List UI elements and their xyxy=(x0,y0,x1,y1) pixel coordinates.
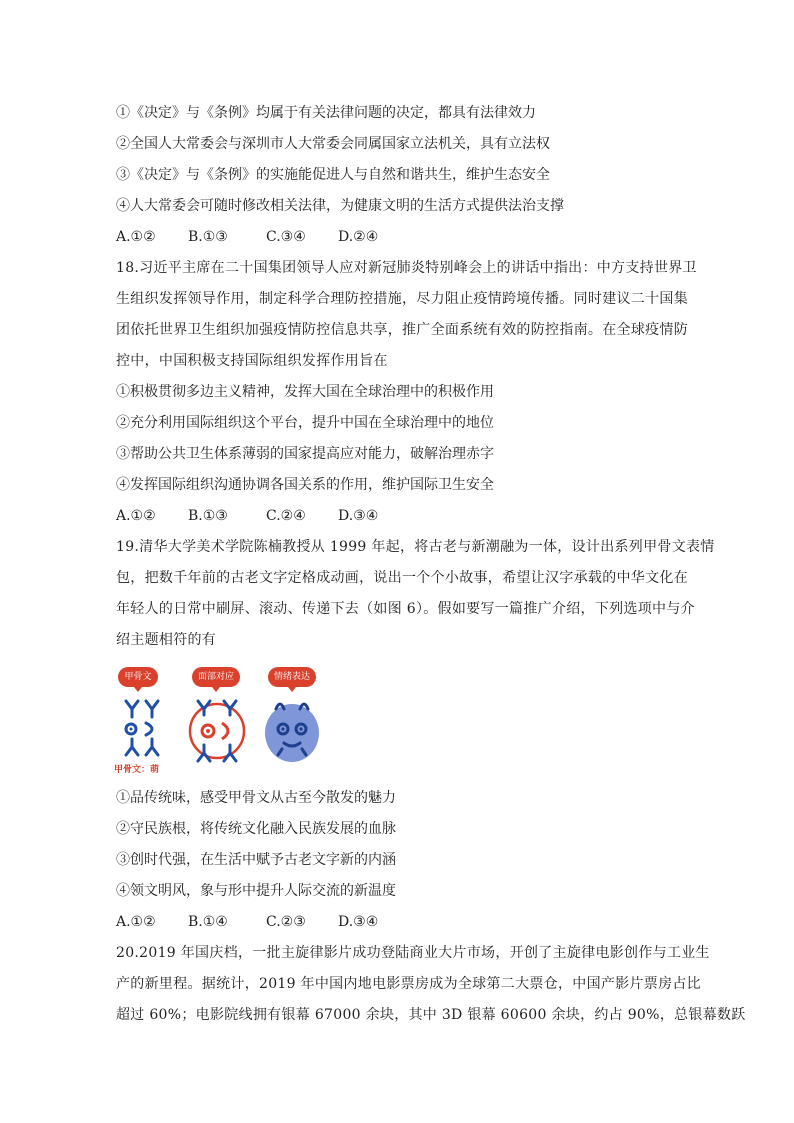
q17-option-3: ③《决定》与《条例》的实施能促进人与自然和谐共生，维护生态安全 xyxy=(116,167,550,183)
q19-choice-c: C.②③ xyxy=(266,914,306,930)
figure-caption: 甲骨文：萌 xyxy=(114,765,160,775)
q19-stem-line-1: 19.清华大学美术学院陈楠教授从 1999 年起，将古老与新潮融为一体，设计出系列甲骨文表情 xyxy=(116,539,715,555)
q17-choice-a: A.①② xyxy=(116,229,156,245)
q20-stem-line-3: 超过 60%；电影院线拥有银幕 67000 余块，其中 3D 银幕 60600 余块，约占 90%，总银幕数跃 xyxy=(116,1007,746,1023)
q18-choice-b: B.①③ xyxy=(188,508,228,524)
q18-choices xyxy=(116,506,688,526)
q18-stem-line-2: 生组织发挥领导作用，制定科学合理防控措施，尽力阻止疫情跨境传播。同时建议二十国集 xyxy=(116,291,688,307)
q17-choice-b: B.①③ xyxy=(188,229,228,245)
figure-label-face: 面部对应 xyxy=(192,667,240,687)
q19-option-3: ③创时代强，在生活中赋予古老文字新的内涵 xyxy=(116,852,396,868)
q19-choices xyxy=(116,912,688,932)
q19-choice-d: D.③④ xyxy=(338,914,379,930)
face-mapping-icon xyxy=(186,691,248,767)
q17-option-2: ②全国人大常委会与深圳市人大常委会同属国家立法机关，具有立法权 xyxy=(116,136,550,152)
q19-stem-line-3: 年轻人的日常中刷屏、滚动、传递下去（如图 6）。假如要写一篇推广介绍，下列选项中与介 xyxy=(116,601,695,617)
q18-option-3: ③帮助公共卫生体系薄弱的国家提高应对能力，破解治理赤字 xyxy=(116,446,494,462)
q19-option-1: ①品传统味，感受甲骨文从古至今散发的魅力 xyxy=(116,790,396,806)
q17-choice-d: D.②④ xyxy=(338,229,379,245)
q19-choice-b: B.①④ xyxy=(188,914,228,930)
q19-choice-a: A.①② xyxy=(116,914,156,930)
q20-stem-line-2: 产的新里程。据统计，2019 年中国内地电影票房成为全球第二大票仓，中国产影片票房占比 xyxy=(116,976,701,992)
q19-stem-line-2: 包，把数千年前的古老文字定格成动画，说出一个个小故事，希望让汉字承载的中华文化在 xyxy=(116,570,688,586)
q18-stem-line-1: 18.习近平主席在二十国集团领导人应对新冠肺炎特别峰会上的讲话中指出：中方支持世界卫 xyxy=(116,260,697,276)
emotion-face-icon xyxy=(262,693,322,765)
q19-option-2: ②守民族根，将传统文化融入民族发展的血脉 xyxy=(116,821,396,837)
q17-option-1: ①《决定》与《条例》均属于有关法律问题的决定，都具有法律效力 xyxy=(116,105,536,121)
q17-choices xyxy=(116,227,688,247)
q19-stem-line-4: 绍主题相符的有 xyxy=(116,632,217,648)
q20-stem-line-1: 20.2019 年国庆档，一批主旋律影片成功登陆商业大片市场，开创了主旋律电影创作与工业生 xyxy=(116,945,710,961)
q18-option-4: ④发挥国际组织沟通协调各国关系的作用，维护国际卫生安全 xyxy=(116,477,494,493)
q18-option-2: ②充分利用国际组织这个平台，提升中国在全球治理中的地位 xyxy=(116,415,494,431)
q18-option-1: ①积极贯彻多边主义精神，发挥大国在全球治理中的积极作用 xyxy=(116,384,494,400)
q18-choice-c: C.②④ xyxy=(266,508,306,524)
figure-6-oracle-emoji xyxy=(110,665,340,777)
q18-stem-line-4: 控中，中国积极支持国际组织发挥作用旨在 xyxy=(116,353,388,369)
q17-choice-c: C.③④ xyxy=(266,229,306,245)
q18-choice-d: D.③④ xyxy=(338,508,379,524)
q19-option-4: ④领文明风，象与形中提升人际交流的新温度 xyxy=(116,883,396,899)
figure-label-emotion: 情绪表达 xyxy=(268,667,316,687)
oracle-glyph-icon xyxy=(116,695,168,763)
q17-option-4: ④人大常委会可随时修改相关法律，为健康文明的生活方式提供法治支撑 xyxy=(116,198,564,214)
q18-choice-a: A.①② xyxy=(116,508,156,524)
figure-label-oracle: 甲骨文 xyxy=(118,667,158,687)
q18-stem-line-3: 团依托世界卫生组织加强疫情防控信息共享，推广全面系统有效的防控指南。在全球疫情防 xyxy=(116,322,688,338)
